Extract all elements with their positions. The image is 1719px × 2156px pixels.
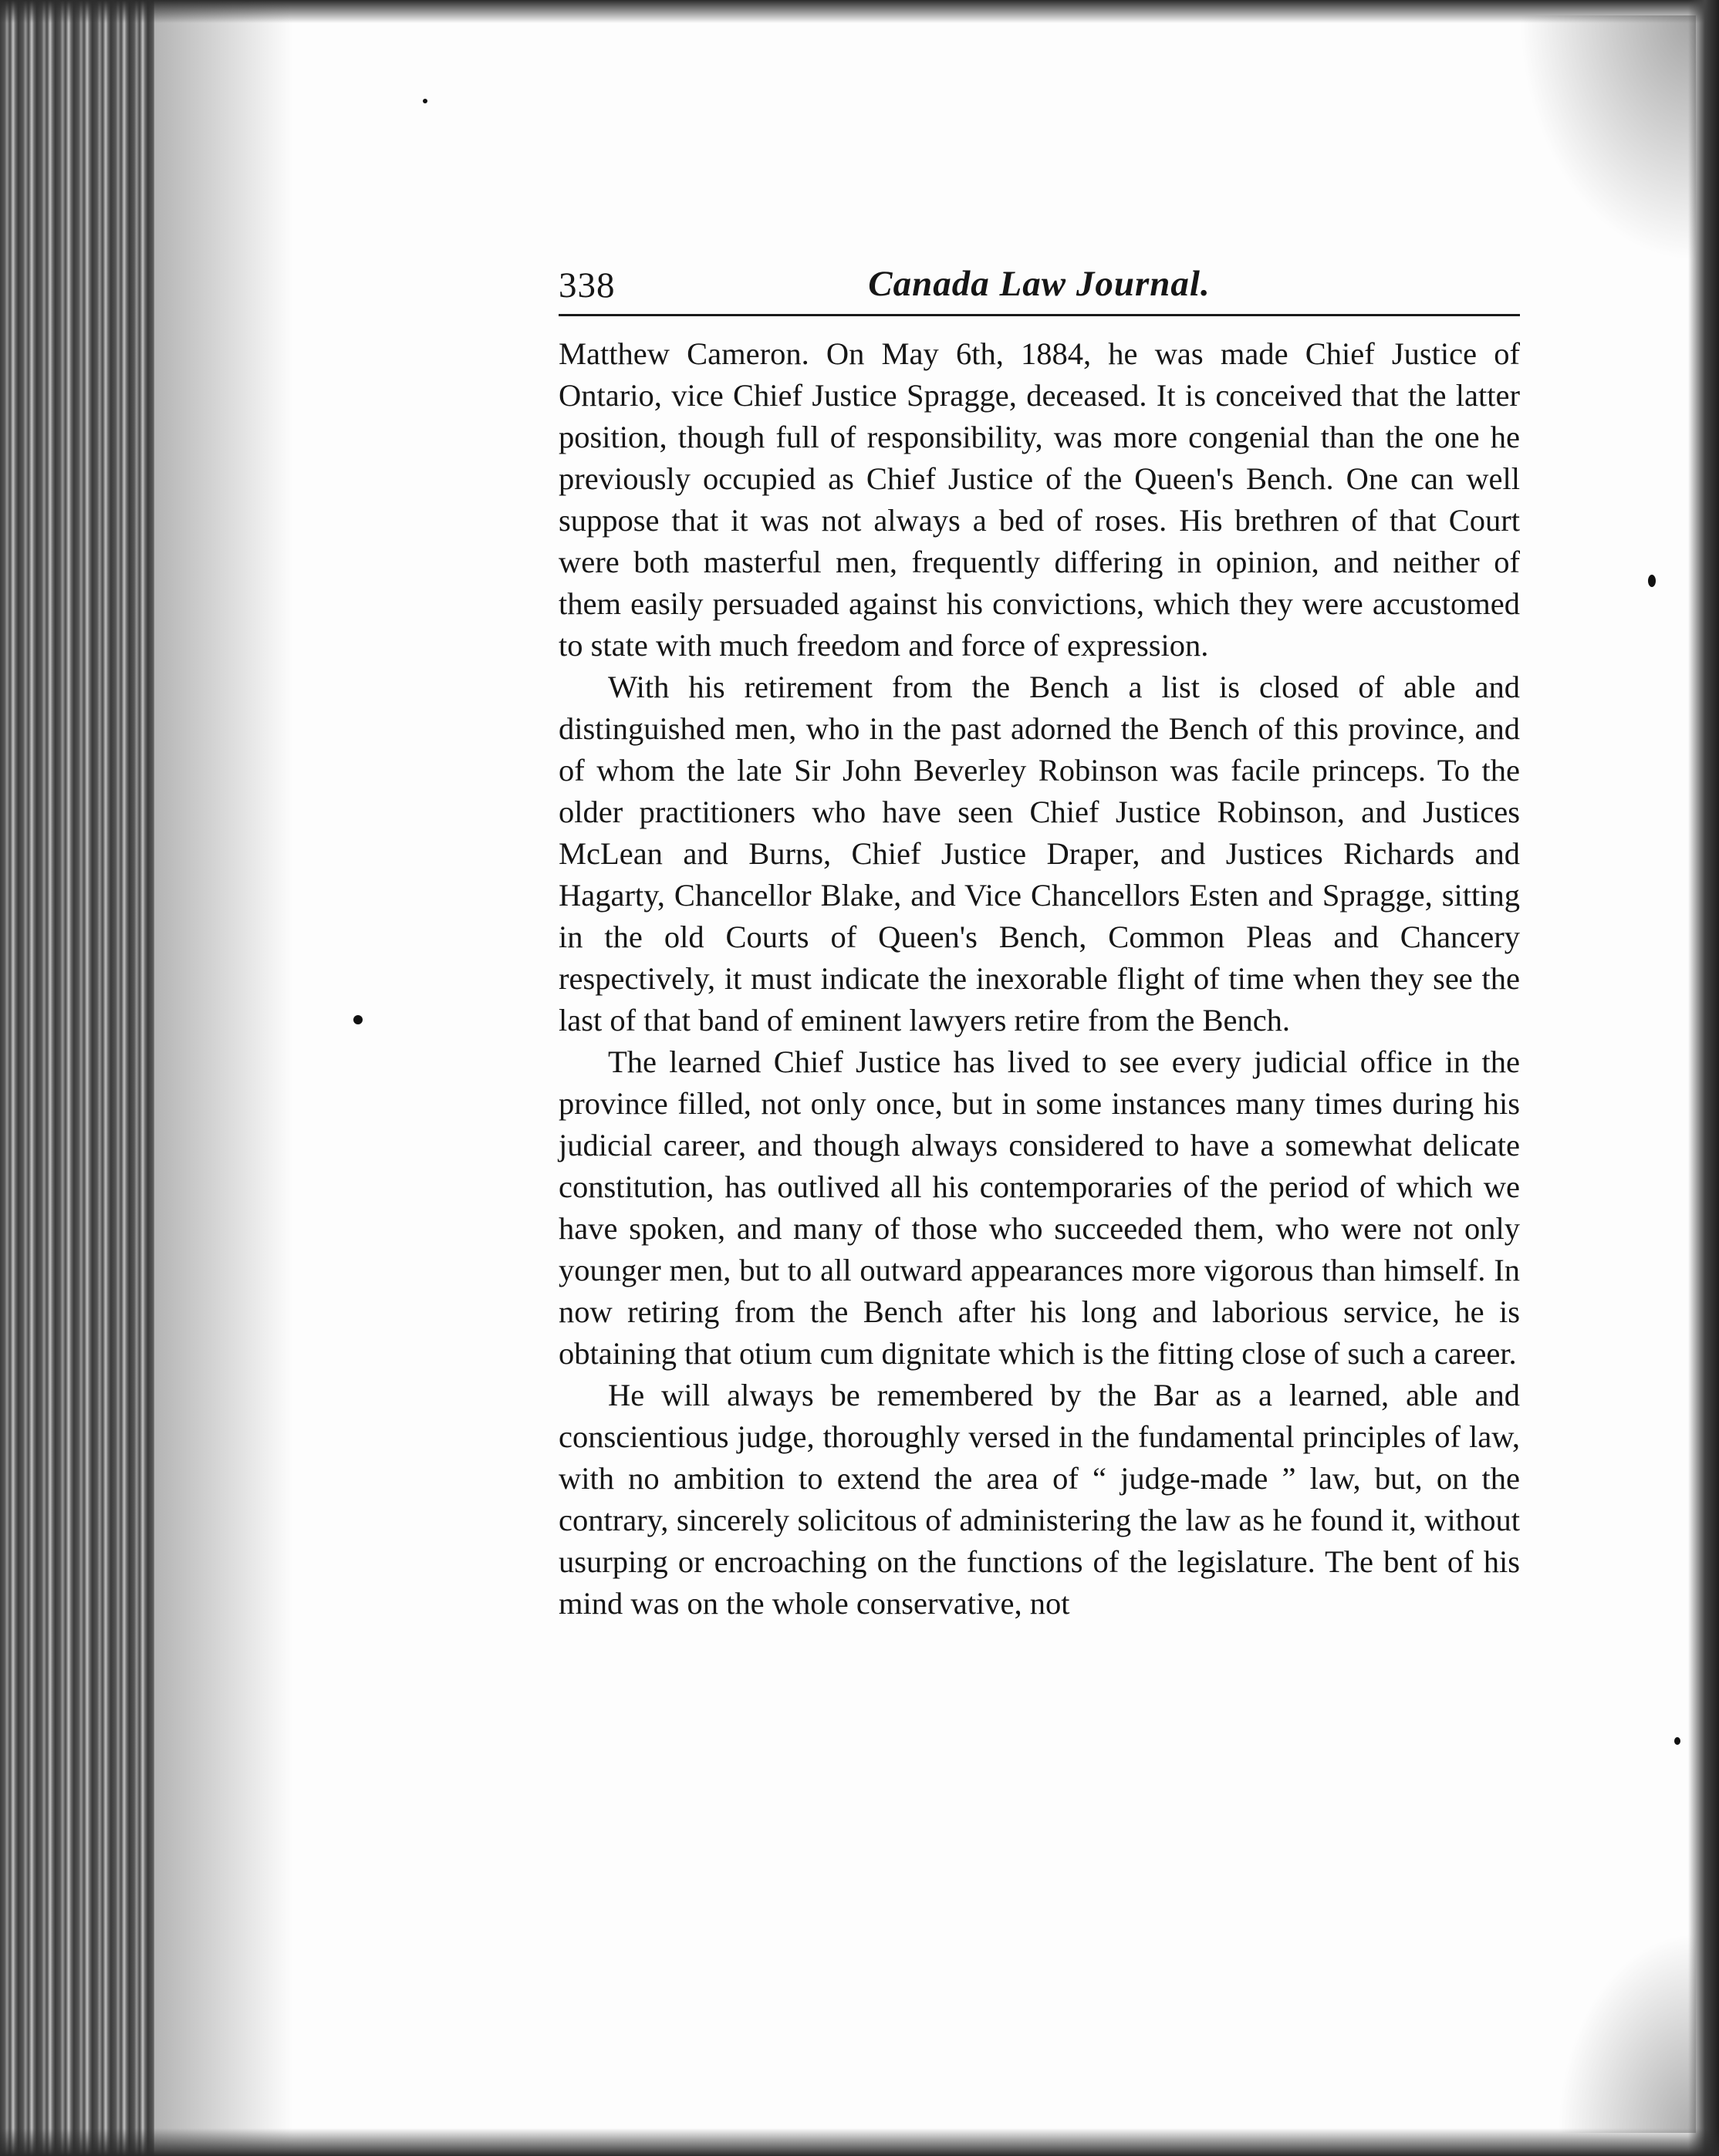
paragraph: He will always be remembered by the Bar as a learned, able and conscientious judge, thoroughly versed in the fundamental principles of law, with no ambition to extend the area of “ judge-made ” law, but, on the contrary, sincerely solicitous of administering the law as he found it, without usurping or encroaching on the functions of the legislature. The bent of his mind was on the whole conservative, not — [559, 1378, 1520, 1621]
article-body — [559, 333, 1520, 1625]
ink-speck — [423, 99, 427, 103]
bottom-page-edge — [0, 2128, 1719, 2156]
scan-shadow-top-right — [1518, 15, 1696, 262]
right-page-edge — [1688, 0, 1719, 2156]
paragraph: With his retirement from the Bench a list is closed of able and distinguished men, who in the past adorned the Bench of this province, and of whom the late Sir John Beverley Robinson was facile princeps. To the older practitioners who have seen Chief Justice Robinson, and Justices McLean and Burns, Chief Justice Draper, and Justices Richards and Hagarty, Chancellor Blake, and Vice Chancellors Esten and Spragge, sitting in the old Courts of Queen's Bench, Common Pleas and Chancery respectively, it must indicate the inexorable flight of time when they see the last of that band of eminent lawyers retire from the Bench. — [559, 670, 1520, 1038]
page-number: 338 — [559, 265, 616, 305]
book-binding-shadow — [0, 0, 154, 2156]
paragraph: The learned Chief Justice has lived to see every judicial office in the province filled, not only once, but in some instances many times during his judicial career, and though always considered to have a somewhat delicate constitution, has outlived all his contemporaries of the period of which we have spoken, and many of those who succeeded them, who were not only younger men, but to all outward appearances more vigorous than himself. In now retiring from the Bench after his long and laborious service, he is obtaining that otium cum dignitate which is the fitting close of such a career. — [559, 1044, 1520, 1371]
ink-speck — [353, 1015, 363, 1024]
scan-shadow-bottom-right — [1557, 1932, 1696, 2133]
ink-speck — [1648, 575, 1656, 587]
ink-speck — [1674, 1737, 1680, 1745]
top-page-edge — [0, 0, 1719, 23]
page-content — [559, 258, 1520, 1625]
binding-gradient — [154, 0, 293, 2156]
paragraph: Matthew Cameron. On May 6th, 1884, he was made Chief Justice of Ontario, vice Chief Justice Spragge, deceased. It is conceived that the latter position, though full of responsibility, was more congenial than the one he previously occupied as Chief Justice of the Queen's Bench. One can well suppose that it was not always a bed of roses. His brethren of that Court were both masterful men, frequently differing in opinion, and neither of them easily persuaded against his convictions, which they were accustomed to state with much freedom and force of expression. — [559, 336, 1520, 663]
running-header — [559, 258, 1520, 316]
journal-title: Canada Law Journal. — [868, 264, 1211, 304]
